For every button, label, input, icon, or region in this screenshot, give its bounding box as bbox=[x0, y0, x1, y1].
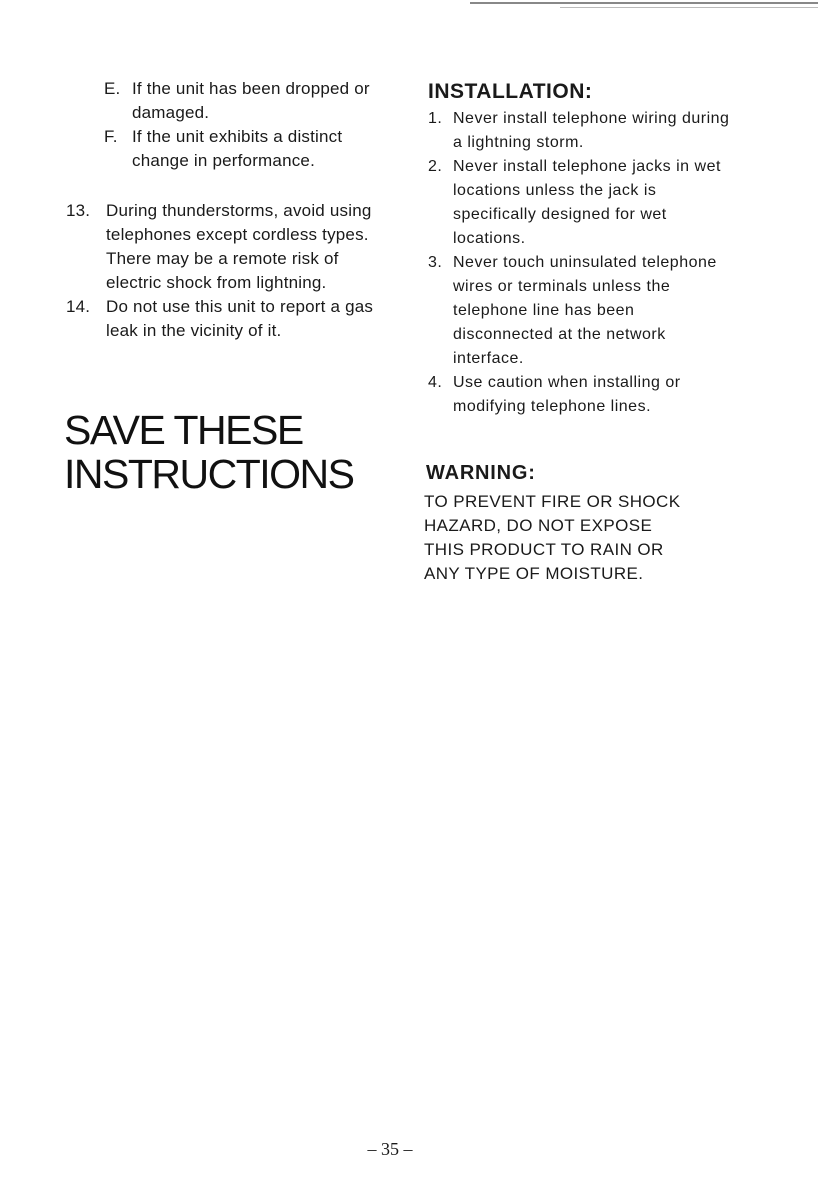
list-item-text: During thunderstorms, avoid using telephones except cordless types. There may be a remote risk of electric shock from lightning. bbox=[106, 201, 372, 292]
list-marker: 13. bbox=[66, 201, 91, 220]
safety-numbered-list bbox=[66, 199, 386, 343]
list-item bbox=[66, 295, 386, 343]
installation-heading: INSTALLATION: bbox=[428, 80, 593, 103]
list-marker: 14. bbox=[66, 297, 91, 316]
list-item bbox=[428, 371, 738, 419]
save-heading-line-1: SAVE THESE bbox=[64, 407, 303, 453]
list-marker: 3. bbox=[428, 254, 443, 271]
list-marker: 1. bbox=[428, 110, 443, 127]
warning-text: TO PREVENT FIRE OR SHOCK HAZARD, DO NOT EXPOSE THIS PRODUCT TO RAIN OR ANY TYPE OF MOISTURE. bbox=[424, 492, 681, 583]
list-item bbox=[428, 155, 738, 251]
list-item-text: If the unit exhibits a distinct change in performance. bbox=[132, 127, 343, 170]
list-item bbox=[104, 125, 394, 173]
save-instructions-heading bbox=[64, 408, 404, 496]
list-item bbox=[428, 251, 738, 371]
list-item bbox=[66, 199, 386, 295]
list-item bbox=[428, 107, 738, 155]
list-item bbox=[104, 77, 394, 125]
list-item-text: Never touch uninsulated telephone wires or terminals unless the telephone line has been disconnected at the network interface. bbox=[453, 254, 717, 367]
list-marker: 4. bbox=[428, 374, 443, 391]
safety-sub-list bbox=[104, 77, 394, 173]
list-item-text: Never install telephone wiring during a lightning storm. bbox=[453, 110, 730, 151]
top-edge-rule bbox=[470, 2, 818, 4]
top-edge-rule-secondary bbox=[560, 7, 818, 8]
list-item-text: Use caution when installing or modifying telephone lines. bbox=[453, 374, 681, 415]
list-marker: F. bbox=[104, 127, 118, 146]
installation-list bbox=[428, 107, 738, 419]
list-item-text: Do not use this unit to report a gas leak in the vicinity of it. bbox=[106, 297, 374, 340]
list-item-text: Never install telephone jacks in wet locations unless the jack is specifically designed for wet locations. bbox=[453, 158, 721, 247]
list-marker: E. bbox=[104, 79, 121, 98]
save-heading-line-2: INSTRUCTIONS bbox=[64, 451, 354, 497]
list-marker: 2. bbox=[428, 158, 443, 175]
warning-heading: WARNING: bbox=[426, 462, 536, 484]
list-item-text: If the unit has been dropped or damaged. bbox=[132, 79, 370, 122]
page-number: – 35 – bbox=[367, 1139, 413, 1159]
